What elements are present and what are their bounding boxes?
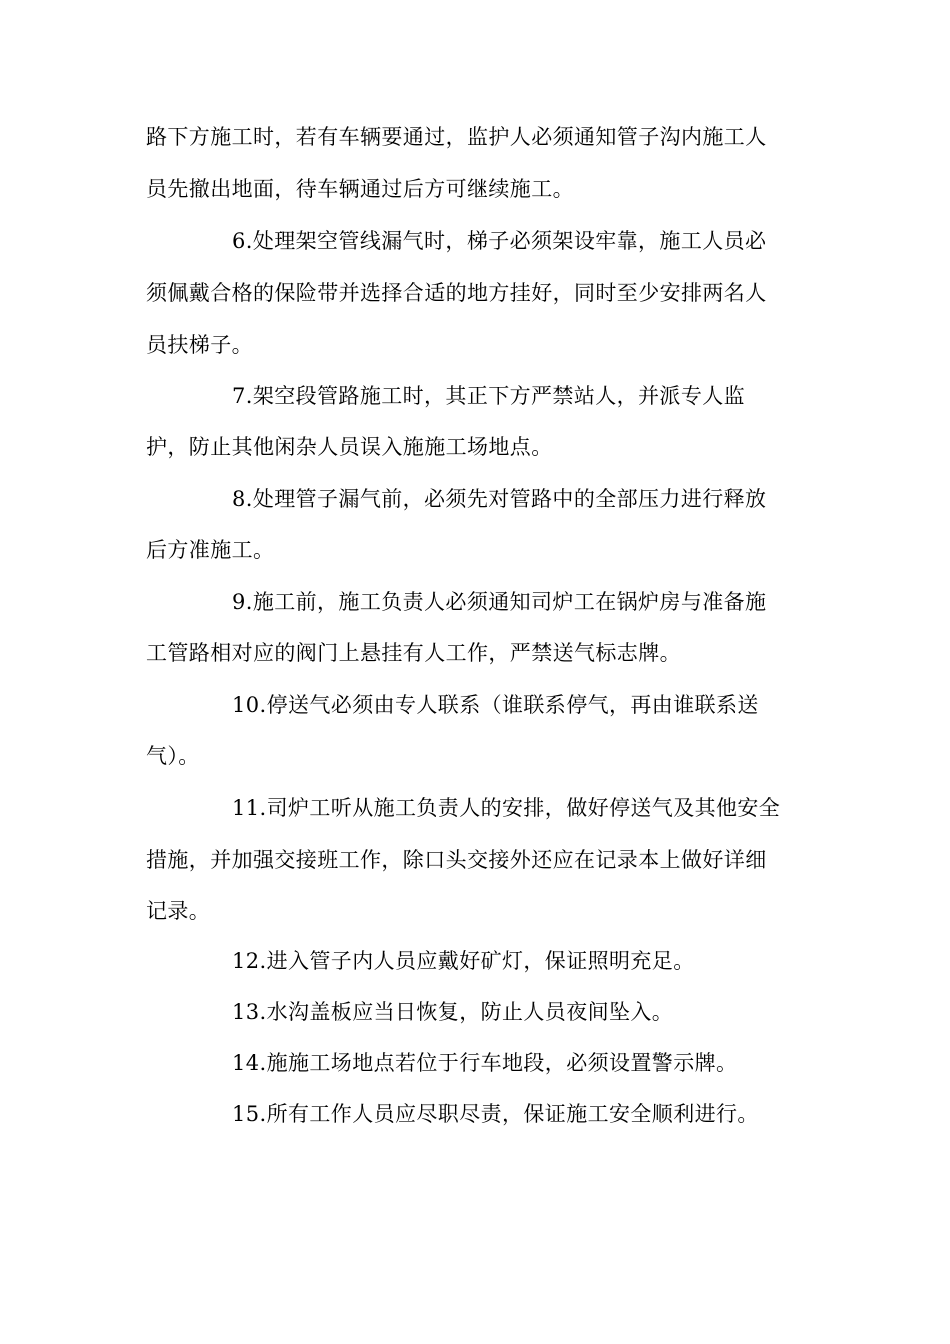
text-line: 护，防止其他闲杂人员误入施施工场地点。	[146, 435, 553, 459]
item-11-line: 11.司炉工听从施工负责人的安排，做好停送气及其他安全	[232, 796, 781, 820]
item-12-line: 12.进入管子内人员应戴好矿灯，保证照明充足。	[232, 949, 695, 973]
item-10-line: 10.停送气必须由专人联系（谁联系停气，再由谁联系送	[232, 693, 759, 717]
text-line: 须佩戴合格的保险带并选择合适的地方挂好，同时至少安排两名人	[146, 281, 767, 305]
text-line: 记录。	[146, 899, 211, 923]
item-9-line: 9.施工前，施工负责人必须通知司炉工在锅炉房与准备施	[232, 590, 767, 614]
item-6-line: 6.处理架空管线漏气时，梯子必须架设牢靠，施工人员必	[232, 229, 767, 253]
text-line: 路下方施工时，若有车辆要通过，监护人必须通知管子沟内施工人	[146, 125, 767, 149]
item-14-line: 14.施施工场地点若位于行车地段，必须设置警示牌。	[232, 1051, 738, 1075]
text-line: 后方准施工。	[146, 538, 275, 562]
item-13-line: 13.水沟盖板应当日恢复，防止人员夜间坠入。	[232, 1000, 674, 1024]
item-15-line: 15.所有工作人员应尽职尽责，保证施工安全顺利进行。	[232, 1102, 759, 1126]
text-line: 员扶梯子。	[146, 333, 253, 357]
text-line: 气）。	[146, 744, 200, 768]
item-7-line: 7.架空段管路施工时，其正下方严禁站人，并派专人监	[232, 384, 746, 408]
text-line: 措施，并加强交接班工作，除口头交接外还应在记录本上做好详细	[146, 848, 767, 872]
text-line: 员先撤出地面，待车辆通过后方可继续施工。	[146, 177, 574, 201]
item-8-line: 8.处理管子漏气前，必须先对管路中的全部压力进行释放	[232, 487, 767, 511]
text-line: 工管路相对应的阀门上悬挂有人工作，严禁送气标志牌。	[146, 641, 681, 665]
